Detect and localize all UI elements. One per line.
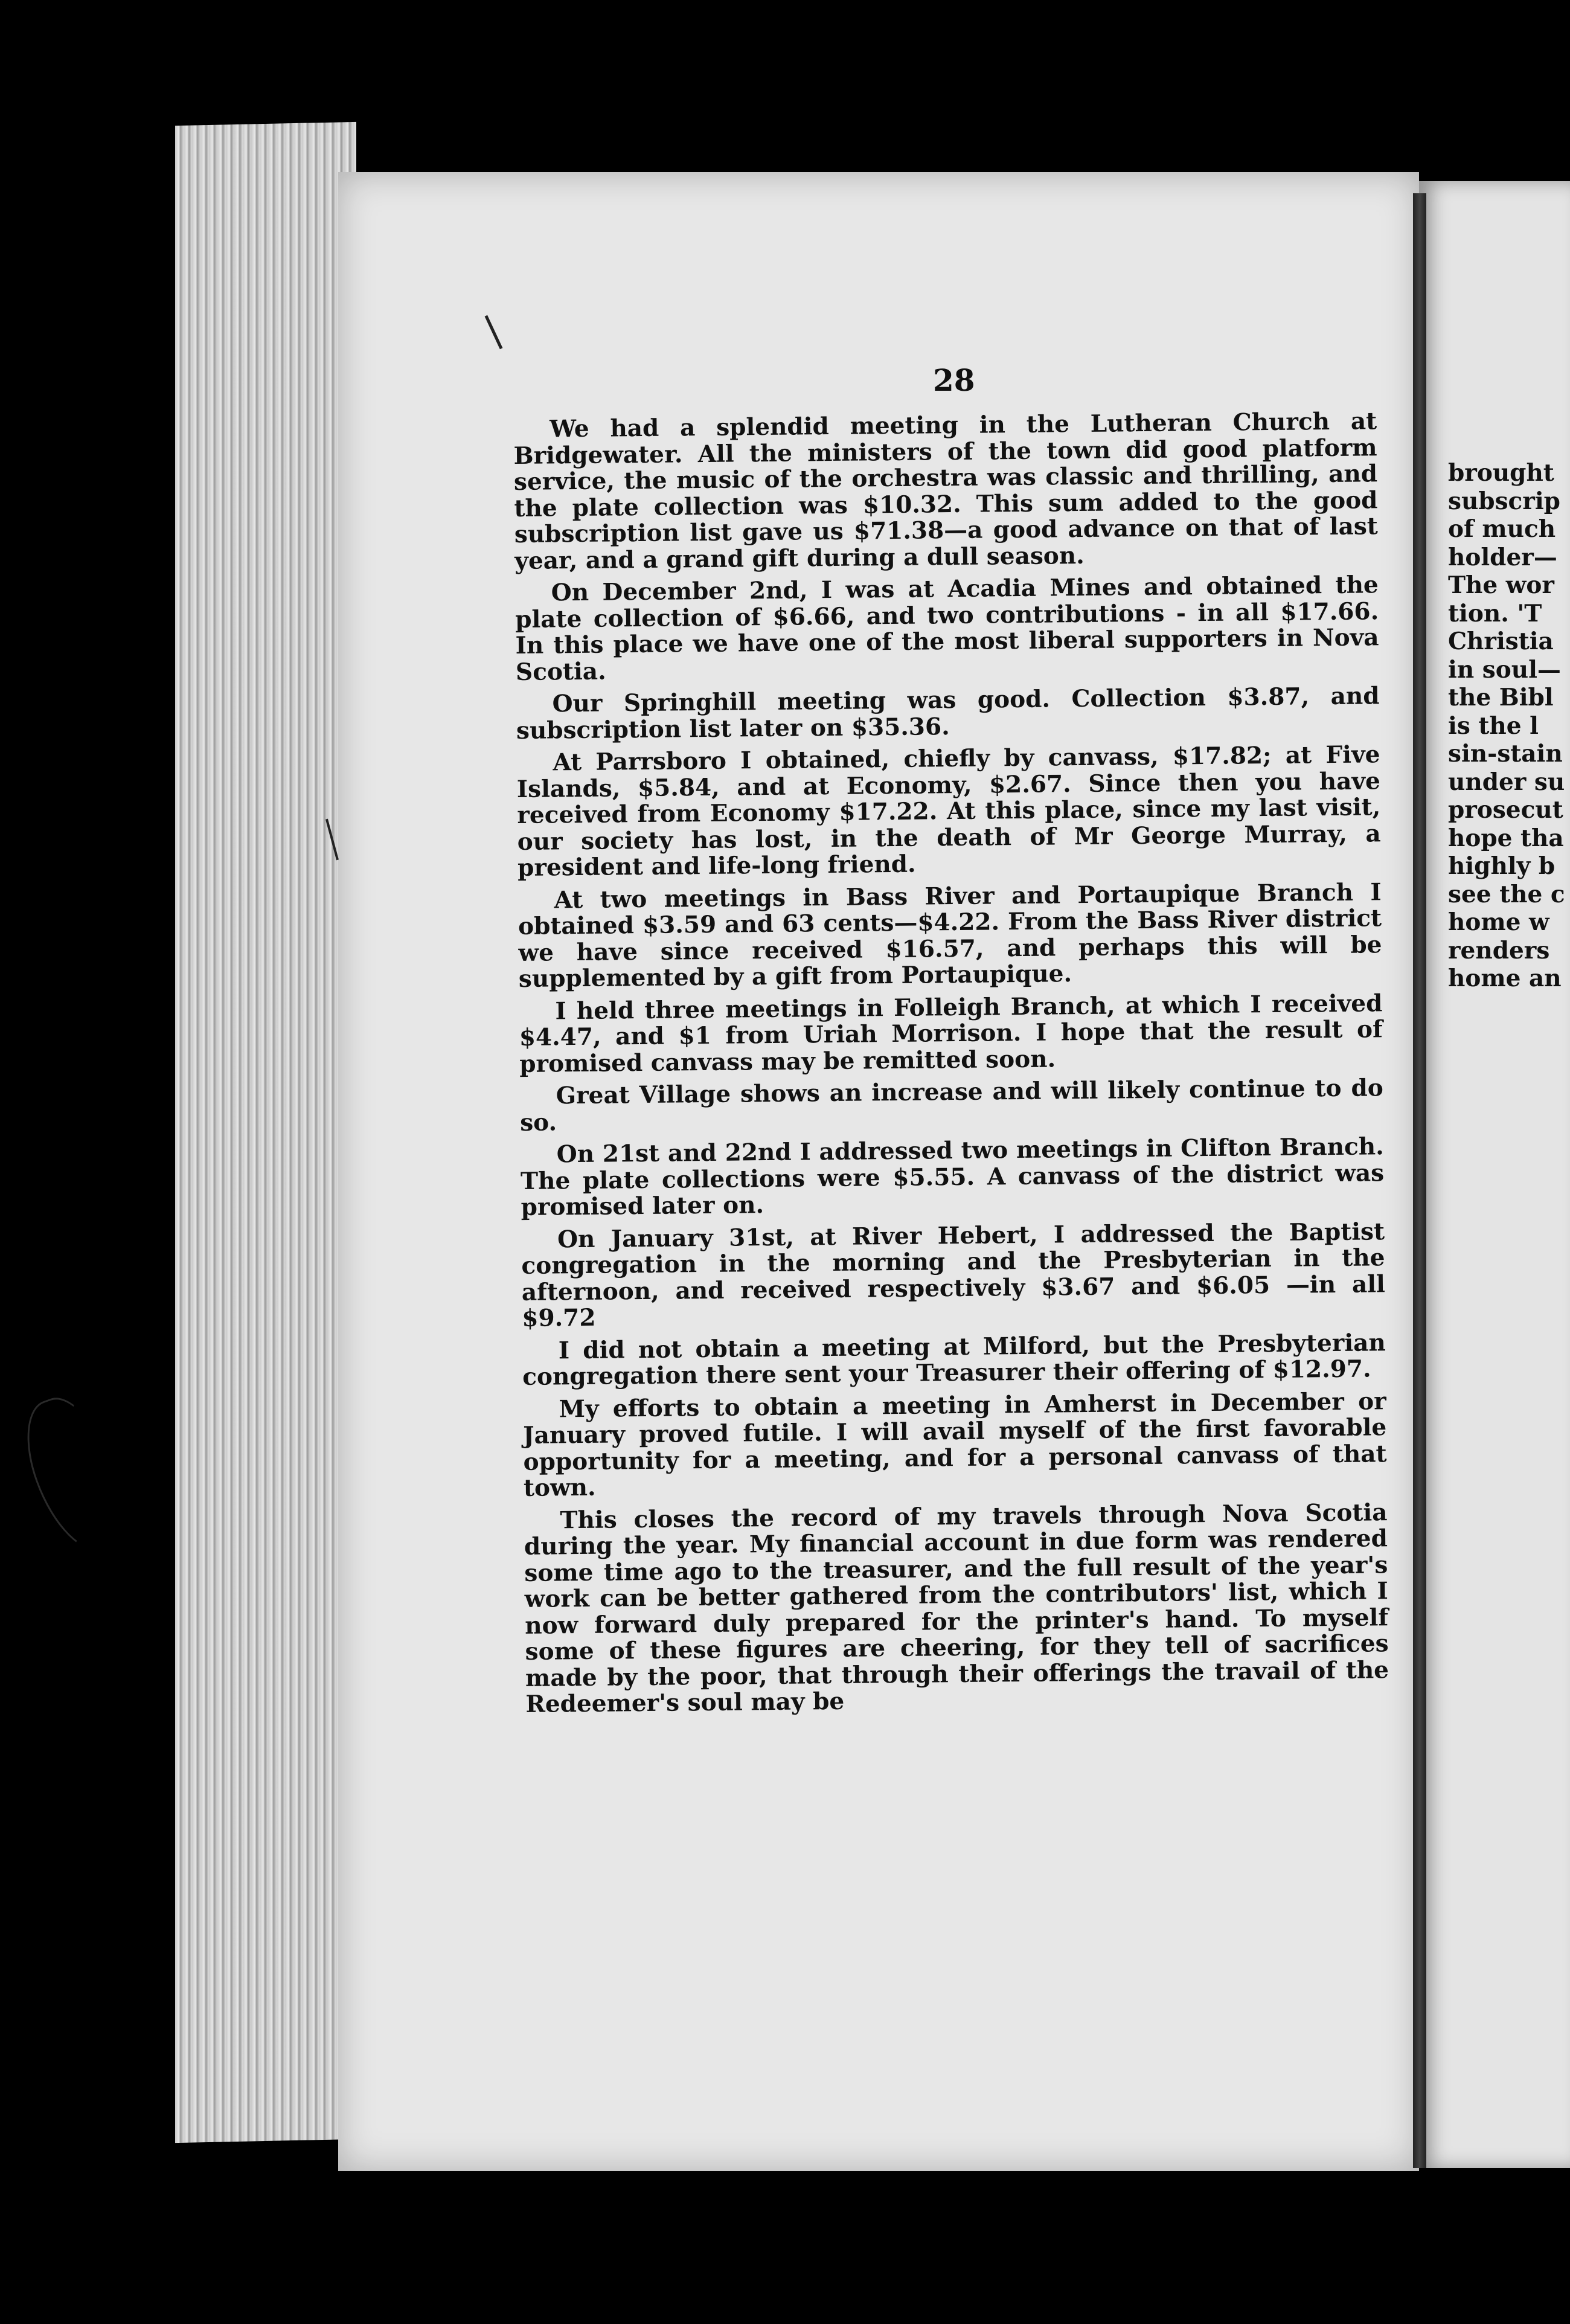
right-page-line: is the l	[1448, 711, 1539, 740]
right-page-line: in soul—	[1448, 655, 1561, 684]
paragraph: On January 31st, at River Hebert, I addressed the Baptist congregation in the morning and the Presbyterian in the afternoon, and received respectively $3.67 and $6.05 —in all $9.72	[521, 1217, 1386, 1332]
right-page-line: renders	[1448, 936, 1550, 965]
paragraph: At Parrsboro I obtained, chiefly by canvass, $17.82; at Five Islands, $5.84, and at Economy, $2.67. Since then you have received from Economy $17.22. At this place, since my last visit, our society has lost, in the death of Mr George Murray, a president and life-long friend.	[516, 740, 1381, 882]
right-page-line: holder—	[1448, 543, 1557, 571]
paragraph: I held three meetings in Folleigh Branch, at which I received $4.47, and $1 from Uriah Morrison. I hope that the result of promised canvass may be remitted soon.	[519, 989, 1383, 1078]
right-page-line: prosecut	[1448, 796, 1563, 824]
right-page-line: subscrip	[1448, 487, 1560, 515]
paragraph: At two meetings in Bass River and Portaupique Branch I obtained $3.59 and 63 cents—$4.22. From the Bass River district we have since received $16.57, and perhaps this will be supplemented by a gift from Portaupique.	[517, 878, 1382, 993]
page-edges	[175, 122, 356, 2143]
right-page-line: home an	[1448, 965, 1562, 992]
right-page-line: home w	[1448, 908, 1549, 936]
right-page-line: tion. 'T	[1448, 599, 1542, 628]
right-page-line: see the c	[1448, 880, 1565, 908]
right-page-line: under su	[1448, 768, 1565, 796]
book-gutter	[1413, 193, 1426, 2168]
paragraph: We had a splendid meeting in the Lutheran Church at Bridgewater. All the ministers of the town did good platform service, the music of the orchestra was classic and thrilling, and the plate collection was $10.32. This sum added to the good subscription list gave us $71.38—a good advance on that of last year, and a grand gift during a dull season.	[513, 407, 1379, 575]
paragraph: Our Springhill meeting was good. Collection $3.87, and subscription list later on $35.36.	[516, 682, 1380, 745]
right-page-line: highly b	[1448, 852, 1556, 880]
right-page-line: Christia	[1448, 628, 1554, 655]
paragraph: On 21st and 22nd I addressed two meetings in Clifton Branch. The plate collections were $5.55. A canvass of the district was promised later on.	[520, 1132, 1385, 1221]
right-page-text	[1448, 459, 1569, 993]
right-page-line: hope tha	[1448, 824, 1564, 852]
paragraph: This closes the record of my travels through Nova Scotia during the year. My financial account in due form was rendered some time ago to the treasurer, and the full result of the year's work can be better gathered from the contributors' list, which I now forward duly prepared for the printer's hand. To myself some of these figures are cheering, for they tell of sacrifices made by the poor, that through their offerings the travail of the Redeemer's soul may be	[524, 1498, 1389, 1718]
page-number: 28	[933, 362, 975, 398]
paragraph: On December 2nd, I was at Acadia Mines and obtained the plate collection of $6.66, and two contributions - in all $17.66. In this place we have one of the most liberal supporters in Nova Scotia.	[514, 571, 1379, 686]
ink-mark	[11, 1387, 137, 1564]
right-page-line: The wor	[1448, 571, 1554, 599]
right-page-line: sin-stain	[1448, 740, 1563, 768]
right-page-line: the Bibl	[1448, 684, 1554, 711]
paragraph: My efforts to obtain a meeting in Amherst in December or January proved futile. I will avail myself of the first favorable opportunity for a meeting, and for a personal canvass of that town.	[522, 1387, 1387, 1502]
paragraph: I did not obtain a meeting at Milford, but the Presbyterian congregation there sent your Treasurer their offering of $12.97.	[522, 1328, 1386, 1391]
right-page-line: of much	[1448, 515, 1556, 543]
paragraph: Great Village shows an increase and will likely continue to do so.	[519, 1074, 1383, 1137]
right-page-line: brought	[1448, 459, 1554, 487]
body-text	[513, 408, 1389, 1724]
